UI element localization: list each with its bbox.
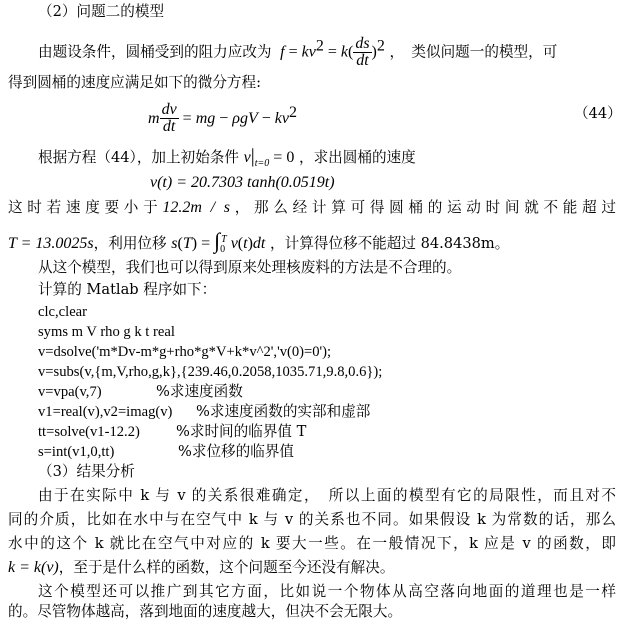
displacement-integral: s: [171, 234, 178, 252]
paragraph-text: 由题设条件，圆桶受到的阻力应改为: [38, 43, 272, 61]
paragraph-6: 计算的 Matlab 程序如下：: [38, 281, 217, 298]
paragraph-5: 从这个模型，我们也可以得到原来处理核废料的方法是不合理的。: [38, 259, 462, 276]
code-comment-5: %求速度函数: [156, 383, 243, 400]
code-line-7: tt=solve(v1-12.2): [38, 424, 140, 440]
results-line-4: k = k(v)，至于是什么样的函数，这个问题至今还没有解决。: [8, 559, 395, 576]
paragraph-4: T = 13.0025s，利用位移 $s(T) = \int_0^T$ v(t)dt ，计算得位移不能超过 84.8438m。: [8, 227, 510, 255]
paragraph-1-line-2: 得到圆桶的速度应满足如下的微分方程:: [8, 74, 262, 91]
code-line-6: v1=real(v),v2=imag(v): [38, 404, 173, 420]
code-line-2: syms m V rho g k t real: [38, 324, 175, 340]
results-line-3: 水中的这个 k 就比在空气中对应的 k 要大一些。在一般情况下，k 应是 v 的函数，即: [8, 535, 616, 552]
code-line-4: v=subs(v,{m,V,rho,g,k},{239.46,0.2058,1035.71,9.8,0.6});: [38, 364, 383, 380]
code-line-1: clc,clear: [38, 304, 88, 320]
drag-formula: f: [276, 43, 285, 61]
section-heading-3: （3）结果分析: [38, 463, 135, 480]
k-function-eq: k = k(v): [8, 559, 59, 576]
code-line-8: s=int(v1,0,tt): [38, 444, 115, 460]
code-line-5: v=vpa(v,7): [38, 384, 102, 400]
speed-limit: 12.2m / s: [162, 199, 231, 216]
time-limit: T = 13.0025s: [8, 234, 94, 252]
initial-condition: v: [243, 149, 251, 166]
section-heading-2: （2）问题二的模型: [38, 3, 165, 20]
paragraph-2: 根据方程（44），加上初始条件 $v|_{t=0} = 0$ ，求出圆桶的速度: [38, 145, 416, 169]
velocity-equation: v(t) = 20.7303 tanh(0.0519t): [150, 174, 335, 191]
code-line-3: v=dsolve('m*Dv-m*g+rho*g*V+k*v^2','v(0)=0');: [38, 344, 332, 360]
results-line-2: 同的介质，比如在水中与在空气中 k 与 v 的关系也不同。如果假设 k 为常数的话，那么: [8, 511, 616, 528]
paragraph-1-line-1: 由题设条件，圆桶受到的阻力应改为 $f = kv^2 = k$( $\frac{ds}{dt}$ )$^2$ ， 类似问题一的模型，可: [38, 35, 558, 69]
results-line-6: 的。尽管物体越高，落到地面的速度越大，但决不会无限大。: [8, 603, 403, 620]
paragraph-text: ， 类似问题一的模型，可: [389, 43, 558, 61]
differential-equation-44: m $\frac{dv}{dt}$ = mg − $\rho gV - kv^2$: [148, 101, 297, 136]
results-line-5: 这个模型还可以推广到其它方面，比如说一个物体从高空落向地面的道理也是一样: [38, 583, 616, 600]
code-comment-8: %求位移的临界值: [178, 443, 295, 460]
results-line-1: 由于在实际中 k 与 v 的关系很难确定， 所以上面的模型有它的局限性，而且对不: [38, 487, 616, 504]
equation-number: （44）: [574, 105, 622, 122]
paragraph-3: 这时若速度要小于12.2m / s，那么经计算可得圆桶的运动时间就不能超过: [8, 199, 616, 216]
code-comment-7: %求时间的临界值 T: [176, 423, 307, 440]
code-comment-6: %求速度函数的实部和虚部: [196, 403, 371, 420]
